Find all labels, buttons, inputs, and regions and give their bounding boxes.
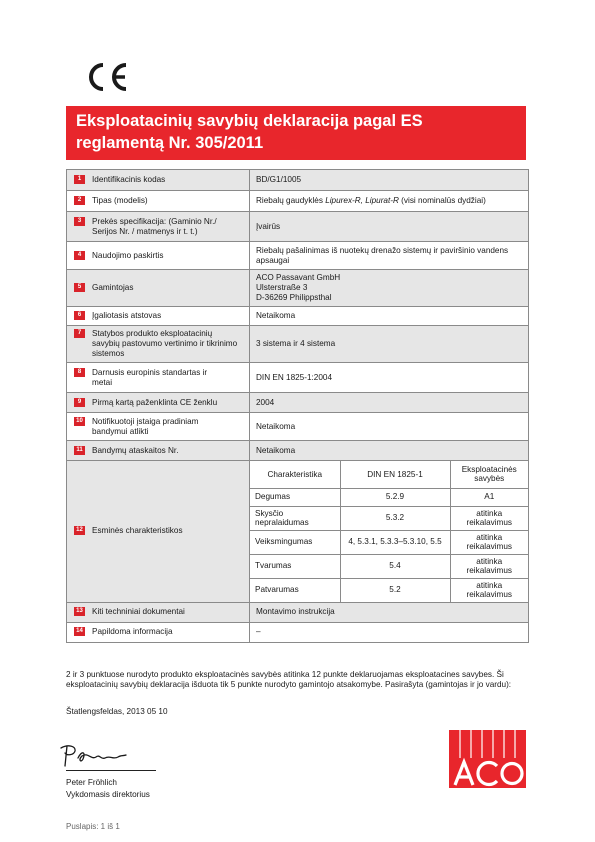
table-row <box>67 393 529 413</box>
row-label: Prekės specifikacija: (Gaminio Nr./ Serijos Nr. / matmenys ir t. t.) <box>92 216 217 236</box>
row-label: Kiti techniniai dokumentai <box>92 607 185 616</box>
row-label: Naudojimo paskirtis <box>92 250 164 260</box>
table-row <box>67 622 529 642</box>
table-row <box>67 242 529 270</box>
row-value: BD/G1/1005 <box>250 170 529 191</box>
characteristics-table <box>250 461 528 602</box>
row-label: Identifikacinis kodas <box>92 175 166 184</box>
row-value: DIN EN 1825-1:2004 <box>250 363 529 393</box>
characteristic-reference: 5.2 <box>340 578 450 602</box>
table-row <box>67 602 529 622</box>
characteristic-name: Skysčio nepralaidumas <box>250 506 340 530</box>
row-value: – <box>250 622 529 642</box>
table-row <box>67 307 529 326</box>
row-number-badge: 10 <box>74 417 85 426</box>
row-value: 2004 <box>250 393 529 413</box>
characteristic-performance: atitinka reikalavimus <box>450 578 528 602</box>
row-value: Netaikoma <box>250 307 529 326</box>
row-value: 3 sistema ir 4 sistema <box>250 326 529 363</box>
row-number-badge: 8 <box>74 368 85 377</box>
characteristic-reference: 5.3.2 <box>340 506 450 530</box>
row-number-badge: 12 <box>74 526 85 535</box>
table-row <box>67 212 529 242</box>
table-row <box>67 461 529 603</box>
title-line-1: Eksploatacinių savybių deklaracija pagal ES <box>76 112 423 130</box>
row-label: Notifikuotoji įstaiga pradiniam bandymui atlikti <box>92 416 199 436</box>
place-and-date: Štatlengsfeldas, 2013 05 10 <box>66 707 168 716</box>
table-row <box>67 170 529 191</box>
signature-icon <box>58 742 128 768</box>
table-row <box>67 363 529 393</box>
declaration-footnote: 2 ir 3 punktuose nurodyto produkto eksploatacinės savybės atitinka 12 punkte deklaruojamas eksploatacines savybes. Ši eksploatacinių savybių deklaracija išduota tik 5 punkte nurodyto gamintojo atsakomybe. Pasirašyta (gamintojas ir jo vardu): <box>66 670 512 689</box>
row-label: Esminės charakteristikos <box>92 526 183 536</box>
row-number-badge: 7 <box>74 329 85 338</box>
row-number-badge: 14 <box>74 627 85 636</box>
column-header: Charakteristika <box>250 461 340 488</box>
declaration-table <box>66 169 529 643</box>
row-label: Darnusis europinis standartas ir metai <box>92 367 208 387</box>
row-value: Netaikoma <box>250 413 529 441</box>
row-number-badge: 6 <box>74 311 85 320</box>
ce-mark-icon <box>84 62 130 92</box>
row-label: Pirmą kartą paženklinta CE ženklu <box>92 397 218 407</box>
table-row <box>67 270 529 307</box>
row-value: Riebalų pašalinimas iš nuotekų drenažo sistemų ir paviršinio vandens apsaugai <box>250 242 529 270</box>
characteristics-cell <box>250 461 529 603</box>
document-title <box>66 106 526 160</box>
characteristic-performance: atitinka reikalavimus <box>450 506 528 530</box>
row-label: Gamintojas <box>92 283 134 292</box>
row-value: Įvairūs <box>250 212 529 242</box>
row-value: Netaikoma <box>250 441 529 461</box>
signer-name: Peter Fröhlich <box>66 778 117 787</box>
row-label: Bandymų ataskaitos Nr. <box>92 445 179 455</box>
row-number-badge: 9 <box>74 398 85 407</box>
characteristic-performance: atitinka reikalavimus <box>450 554 528 578</box>
row-number-badge: 13 <box>74 607 85 616</box>
row-number-badge: 2 <box>74 196 85 205</box>
characteristic-name: Tvarumas <box>250 554 340 578</box>
characteristic-performance: A1 <box>450 488 528 506</box>
signer-role: Vykdomasis direktorius <box>66 790 150 799</box>
column-header: Eksploatacinės savybės <box>450 461 528 488</box>
table-row <box>67 441 529 461</box>
title-line-2: reglamentą Nr. 305/2011 <box>76 134 264 152</box>
characteristic-name: Veiksmingumas <box>250 530 340 554</box>
characteristic-name: Degumas <box>250 488 340 506</box>
page-number: Puslapis: 1 iš 1 <box>66 822 120 831</box>
signature-line <box>66 770 156 771</box>
row-number-badge: 11 <box>74 446 85 455</box>
row-number-badge: 4 <box>74 251 85 260</box>
column-header: DIN EN 1825-1 <box>340 461 450 488</box>
row-label: Statybos produkto eksploatacinių savybių pastovumo vertinimo ir tikrinimo sistemos <box>92 329 238 358</box>
row-value: Riebalų gaudyklės Lipurex-R, Lipurat-R (visi nominalūs dydžiai) <box>250 191 529 212</box>
row-label: Įgaliotasis atstovas <box>92 311 162 320</box>
row-number-badge: 1 <box>74 175 85 184</box>
table-row <box>67 326 529 363</box>
table-row <box>67 413 529 441</box>
manufacturer-address: ACO Passavant GmbH Ulsterstraße 3 D-36269 Philippsthal <box>250 270 529 307</box>
row-label: Tipas (modelis) <box>92 196 148 205</box>
row-number-badge: 3 <box>74 217 85 226</box>
characteristic-name: Patvarumas <box>250 578 340 602</box>
row-value: Montavimo instrukcija <box>250 602 529 622</box>
characteristic-reference: 4, 5.3.1, 5.3.3–5.3.10, 5.5 <box>340 530 450 554</box>
characteristic-reference: 5.4 <box>340 554 450 578</box>
aco-logo-icon <box>449 730 526 788</box>
row-label: Papildoma informacija <box>92 627 173 636</box>
row-number-badge: 5 <box>74 283 85 292</box>
table-row <box>67 191 529 212</box>
characteristic-reference: 5.2.9 <box>340 488 450 506</box>
characteristic-performance: atitinka reikalavimus <box>450 530 528 554</box>
